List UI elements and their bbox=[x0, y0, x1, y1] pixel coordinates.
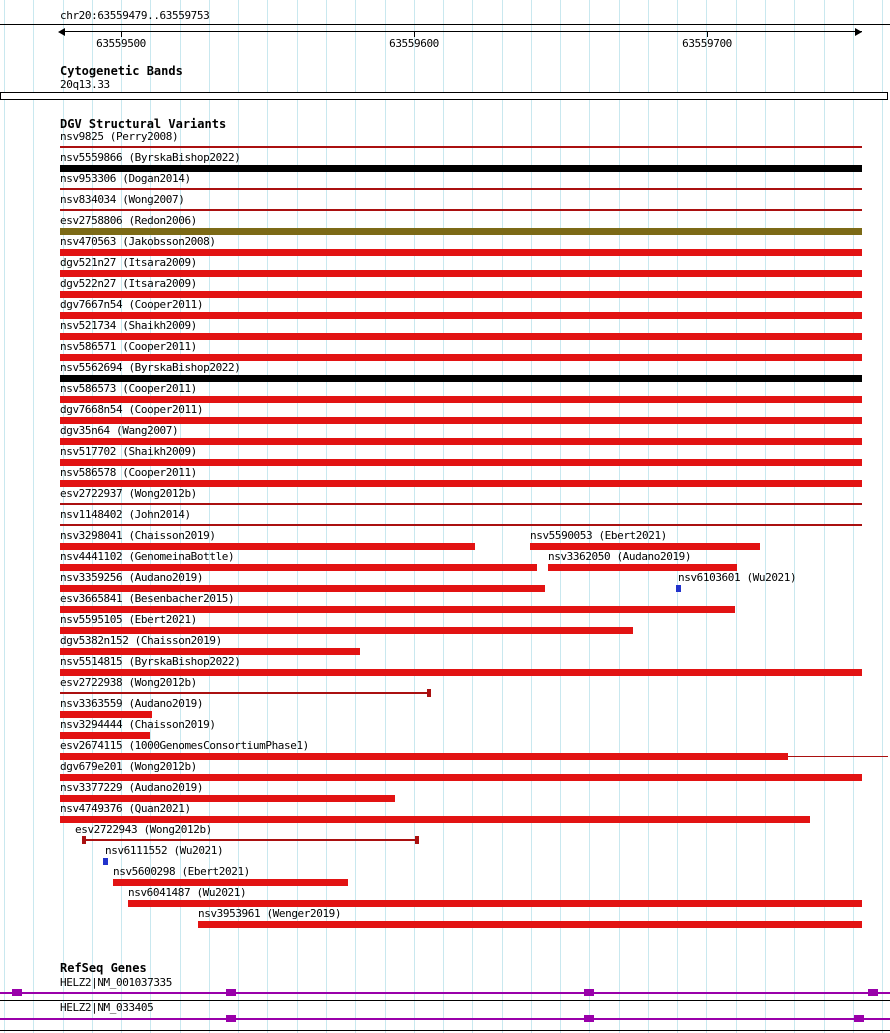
variant-bar[interactable] bbox=[530, 543, 760, 550]
variant-label: nsv834034 (Wong2007) bbox=[60, 193, 185, 206]
variant-label: nsv5595105 (Ebert2021) bbox=[60, 613, 197, 626]
variant-bar[interactable] bbox=[60, 774, 862, 781]
variant-label: dgv522n27 (Itsara2009) bbox=[60, 277, 197, 290]
variant-bar[interactable] bbox=[548, 564, 737, 571]
variant-label: nsv5590053 (Ebert2021) bbox=[530, 529, 667, 542]
variant-bar[interactable] bbox=[198, 921, 862, 928]
variant-label: esv2758806 (Redon2006) bbox=[60, 214, 197, 227]
variant-label: nsv586573 (Cooper2011) bbox=[60, 382, 197, 395]
variant-label: nsv6111552 (Wu2021) bbox=[105, 844, 224, 857]
variant-label: nsv3362050 (Audano2019) bbox=[548, 550, 692, 563]
variant-label: nsv5514815 (ByrskaBishop2022) bbox=[60, 655, 241, 668]
gene-exon[interactable] bbox=[868, 989, 878, 996]
variant-label: dgv35n64 (Wang2007) bbox=[60, 424, 179, 437]
variant-bar[interactable] bbox=[60, 417, 862, 424]
variant-label: esv2674115 (1000GenomesConsortiumPhase1) bbox=[60, 739, 309, 752]
gene-line[interactable] bbox=[0, 992, 890, 994]
gene-exon[interactable] bbox=[226, 989, 236, 996]
variant-label: nsv5562694 (ByrskaBishop2022) bbox=[60, 361, 241, 374]
variant-bar[interactable] bbox=[60, 753, 788, 760]
variant-tail-line bbox=[788, 756, 888, 757]
variant-end-marker[interactable] bbox=[415, 836, 419, 844]
variant-bar[interactable] bbox=[60, 606, 735, 613]
variant-label: nsv521734 (Shaikh2009) bbox=[60, 319, 197, 332]
ruler-line[interactable] bbox=[60, 31, 862, 32]
variant-bar[interactable] bbox=[60, 188, 862, 190]
gene-line[interactable] bbox=[0, 1018, 890, 1020]
variant-label: esv2722943 (Wong2012b) bbox=[75, 823, 212, 836]
variant-bar[interactable] bbox=[60, 333, 862, 340]
variant-label: nsv586578 (Cooper2011) bbox=[60, 466, 197, 479]
variant-point[interactable] bbox=[103, 858, 108, 865]
variant-bar[interactable] bbox=[60, 165, 862, 172]
variant-label: nsv953306 (Dogan2014) bbox=[60, 172, 191, 185]
dgv-track-heading: DGV Structural Variants bbox=[60, 117, 227, 131]
variant-label: nsv3298041 (Chaisson2019) bbox=[60, 529, 216, 542]
gene-exon[interactable] bbox=[584, 1015, 594, 1022]
ruler-arrow-right-icon bbox=[855, 28, 862, 36]
ruler-tick-label: 63559500 bbox=[96, 37, 146, 50]
gene-exon[interactable] bbox=[584, 989, 594, 996]
variant-label: nsv586571 (Cooper2011) bbox=[60, 340, 197, 353]
cytoband-name: 20q13.33 bbox=[60, 78, 110, 91]
variant-bar[interactable] bbox=[60, 692, 430, 694]
variant-bar[interactable] bbox=[60, 312, 862, 319]
variant-bar[interactable] bbox=[60, 627, 633, 634]
variant-label: dgv679e201 (Wong2012b) bbox=[60, 760, 197, 773]
variant-start-marker[interactable] bbox=[82, 836, 86, 844]
variant-bar[interactable] bbox=[60, 524, 862, 526]
variant-bar[interactable] bbox=[128, 900, 862, 907]
variant-label: nsv6041487 (Wu2021) bbox=[128, 886, 247, 899]
gene-exon[interactable] bbox=[226, 1015, 236, 1022]
variant-label: nsv470563 (Jakobsson2008) bbox=[60, 235, 216, 248]
variant-label: nsv517702 (Shaikh2009) bbox=[60, 445, 197, 458]
variant-label: dgv7668n54 (Cooper2011) bbox=[60, 403, 204, 416]
variant-label: dgv7667n54 (Cooper2011) bbox=[60, 298, 204, 311]
variant-label: nsv6103601 (Wu2021) bbox=[678, 571, 797, 584]
variant-label: nsv3359256 (Audano2019) bbox=[60, 571, 204, 584]
variant-label: nsv5600298 (Ebert2021) bbox=[113, 865, 250, 878]
ruler-tick-label: 63559600 bbox=[389, 37, 439, 50]
variant-end-marker[interactable] bbox=[427, 689, 431, 697]
region-coordinates: chr20:63559479..63559753 bbox=[60, 9, 210, 22]
ruler-arrow-left-icon bbox=[58, 28, 65, 36]
variant-bar[interactable] bbox=[60, 228, 862, 235]
variant-bar[interactable] bbox=[60, 503, 862, 505]
variant-bar[interactable] bbox=[60, 480, 862, 487]
variant-bar[interactable] bbox=[83, 839, 418, 841]
variant-label: esv2722938 (Wong2012b) bbox=[60, 676, 197, 689]
variant-label: nsv3377229 (Audano2019) bbox=[60, 781, 204, 794]
variant-bar[interactable] bbox=[60, 291, 862, 298]
variant-point[interactable] bbox=[676, 585, 681, 592]
gene-exon[interactable] bbox=[12, 989, 22, 996]
variant-bar[interactable] bbox=[60, 459, 862, 466]
variant-label: dgv521n27 (Itsara2009) bbox=[60, 256, 197, 269]
header-separator-line bbox=[0, 24, 890, 25]
variant-bar[interactable] bbox=[60, 249, 862, 256]
variant-label: nsv5559866 (ByrskaBishop2022) bbox=[60, 151, 241, 164]
variant-bar[interactable] bbox=[60, 543, 475, 550]
cytobands-heading: Cytogenetic Bands bbox=[60, 64, 183, 78]
variant-bar[interactable] bbox=[60, 669, 862, 676]
variant-bar[interactable] bbox=[60, 209, 862, 211]
variant-bar[interactable] bbox=[60, 270, 862, 277]
variant-label: esv2722937 (Wong2012b) bbox=[60, 487, 197, 500]
variant-label: nsv9825 (Perry2008) bbox=[60, 130, 179, 143]
gene-label: HELZ2|NM_033405 bbox=[60, 1001, 154, 1014]
gene-label: HELZ2|NM_001037335 bbox=[60, 976, 173, 989]
variant-bar[interactable] bbox=[60, 648, 360, 655]
variant-label: nsv3363559 (Audano2019) bbox=[60, 697, 204, 710]
gene-row-separator bbox=[0, 1030, 890, 1031]
refseq-track-heading: RefSeq Genes bbox=[60, 961, 147, 975]
variant-bar[interactable] bbox=[60, 585, 545, 592]
variant-bar[interactable] bbox=[60, 396, 862, 403]
variant-label: nsv4441102 (GenomeinaBottle) bbox=[60, 550, 235, 563]
variant-bar[interactable] bbox=[60, 795, 395, 802]
cytoband-ideogram[interactable] bbox=[0, 92, 888, 100]
variant-label: nsv3294444 (Chaisson2019) bbox=[60, 718, 216, 731]
variant-bar[interactable] bbox=[60, 354, 862, 361]
gene-exon[interactable] bbox=[854, 1015, 864, 1022]
variant-label: dgv5382n152 (Chaisson2019) bbox=[60, 634, 222, 647]
variant-bar[interactable] bbox=[60, 711, 152, 718]
variant-bar[interactable] bbox=[60, 732, 150, 739]
variant-bar[interactable] bbox=[60, 816, 810, 823]
ruler-tick-label: 63559700 bbox=[682, 37, 732, 50]
variant-bar[interactable] bbox=[60, 564, 537, 571]
variant-bar[interactable] bbox=[60, 375, 862, 382]
variant-label: nsv4749376 (Quan2021) bbox=[60, 802, 191, 815]
variant-bar[interactable] bbox=[60, 438, 862, 445]
variant-bar[interactable] bbox=[60, 146, 862, 148]
variant-bar[interactable] bbox=[113, 879, 348, 886]
variant-label: nsv1148402 (John2014) bbox=[60, 508, 191, 521]
variant-label: nsv3953961 (Wenger2019) bbox=[198, 907, 342, 920]
variant-label: esv3665841 (Besenbacher2015) bbox=[60, 592, 235, 605]
